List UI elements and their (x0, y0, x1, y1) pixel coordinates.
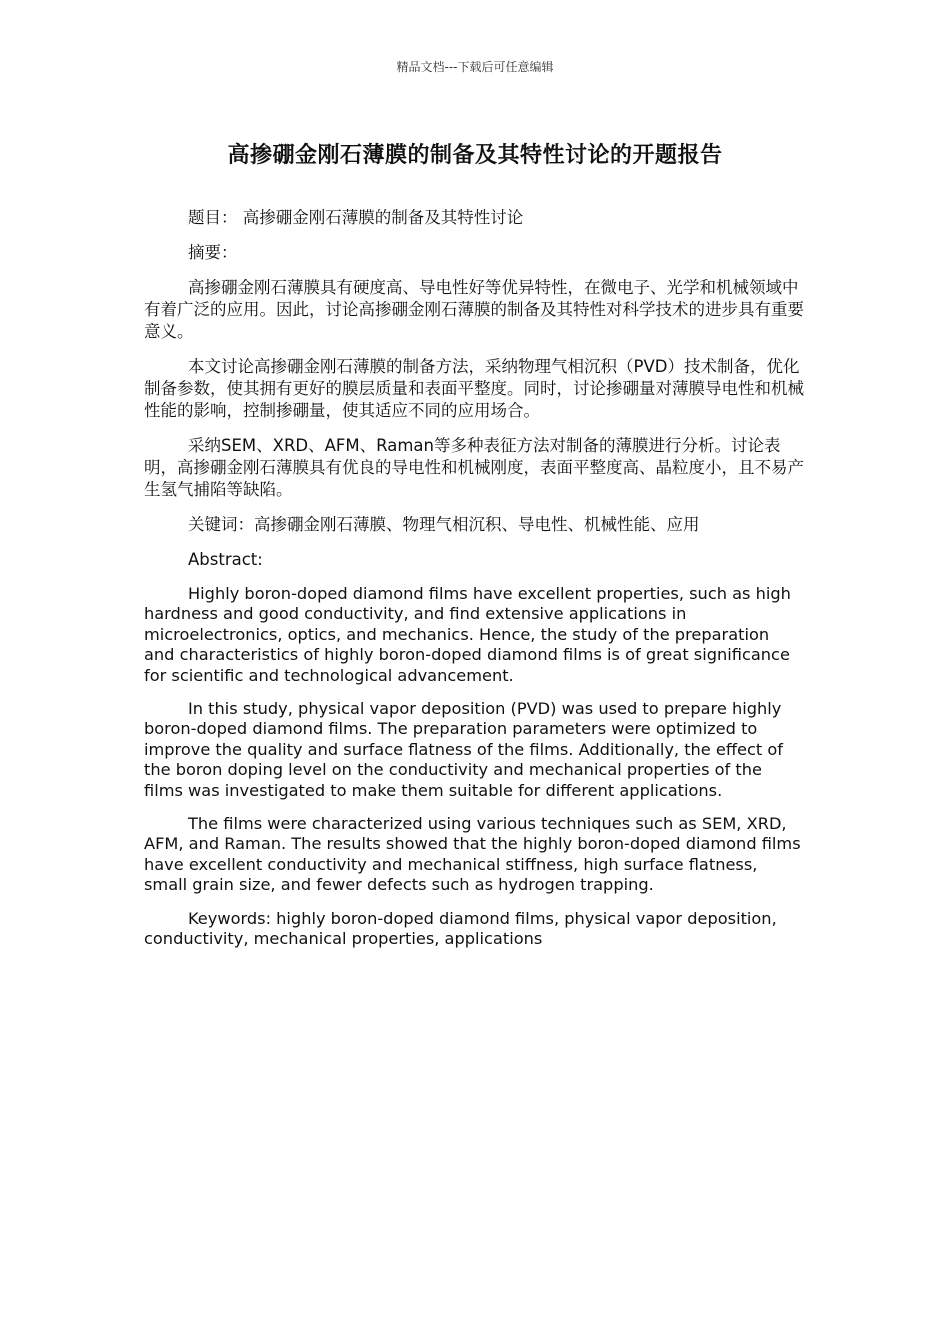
document-body (144, 207, 804, 963)
document-title: 高掺硼金刚石薄膜的制备及其特性讨论的开题报告 (227, 143, 723, 168)
abstract-cn-label: 摘要： (188, 243, 238, 262)
subject-line (144, 207, 804, 229)
subject-label: 题目： (188, 208, 238, 227)
abstract-en-label: Abstract: (188, 550, 263, 569)
abstract-en-paragraph: In this study, physical vapor deposition (PVD) was used to prepare highly boron-doped diamond films. The preparation parameters were optimized to improve the quality and surface flatness of the films. Additionally, the effect of the boron doping level on the conductivity and mechanical properties of the films was investigated to make them suitable for different applications. (144, 699, 783, 800)
abstract-cn-paragraph: 本文讨论高掺硼金刚石薄膜的制备方法，采纳物理气相沉积（PVD）技术制备，优化制备参数，使其拥有更好的膜层质量和表面平整度。同时，讨论掺硼量对薄膜导电性和机械性能的影响，控制掺硼量，使其适应不同的应用场合。 (144, 357, 804, 420)
abstract-en-paragraph: Highly boron-doped diamond films have excellent properties, such as high hardness and good conductivity, and find extensive applications in microelectronics, optics, and mechanics. Hence, the study of the preparation and characteristics of highly boron-doped diamond films is of great significance for scientific and technological advancement. (144, 584, 791, 685)
page-header: 精品文档---下载后可任意编辑 (396, 60, 554, 74)
keywords-en: Keywords: highly boron-doped diamond films, physical vapor deposition, conductivity, mechanical properties, applications (144, 908, 777, 949)
keywords-cn: 关键词：高掺硼金刚石薄膜、物理气相沉积、导电性、机械性能、应用 (188, 515, 700, 534)
subject-value: 高掺硼金刚石薄膜的制备及其特性讨论 (242, 208, 524, 227)
abstract-cn-paragraph: 高掺硼金刚石薄膜具有硬度高、导电性好等优异特性，在微电子、光学和机械领域中有着广泛的应用。因此，讨论高掺硼金刚石薄膜的制备及其特性对科学技术的进步具有重要意义。 (144, 278, 804, 341)
abstract-en-paragraph: The films were characterized using various techniques such as SEM, XRD, AFM, and Raman. The results showed that the highly boron-doped diamond films have excellent conductivity and mechanical stiffness, high surface flatness, small grain size, and fewer defects such as hydrogen trapping. (144, 814, 801, 895)
abstract-cn-paragraph: 采纳SEM、XRD、AFM、Raman等多种表征方法对制备的薄膜进行分析。讨论表明，高掺硼金刚石薄膜具有优良的导电性和机械刚度，表面平整度高、晶粒度小，且不易产生氢气捕陷等缺陷。 (144, 436, 804, 499)
